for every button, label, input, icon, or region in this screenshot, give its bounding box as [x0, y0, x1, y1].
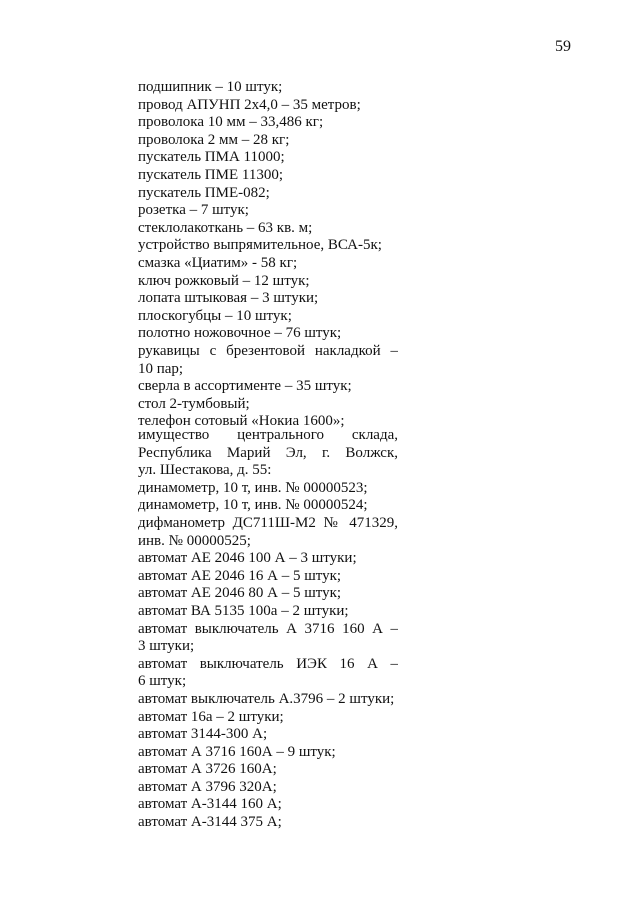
list-item: инв. № 00000525;: [138, 532, 251, 549]
section-heading: ул. Шестакова, д. 55:: [138, 462, 272, 479]
list-item: провод АПУНП 2х4,0 – 35 метров;: [138, 96, 361, 113]
list-item: дифманометр ДС711Ш-М2 № 471329,: [138, 514, 398, 531]
list-item: сверла в ассортименте – 35 штук;: [138, 378, 352, 395]
list-item: телефон сотовый «Нокиа 1600»;: [138, 413, 345, 430]
inventory-list-block: [138, 79, 398, 431]
list-item: лопата штыковая – 3 штуки;: [138, 290, 319, 307]
list-item: устройство выпрямительное, ВСА-5к;: [138, 237, 382, 254]
list-item: стеклолакоткань – 63 кв. м;: [138, 219, 313, 236]
list-item: пускатель ПМЕ 11300;: [138, 166, 283, 183]
list-item: подшипник – 10 штук;: [138, 79, 283, 95]
page-number: 59: [555, 38, 571, 55]
list-item: 3 штуки;: [138, 638, 195, 655]
list-item: пускатель ПМА 11000;: [138, 149, 285, 166]
list-item: автомат АЕ 2046 16 А – 5 штук;: [138, 567, 342, 584]
list-item: проволока 2 мм – 28 кг;: [138, 131, 290, 148]
list-item: автомат А 3796 320А;: [138, 778, 277, 795]
list-item: динамометр, 10 т, инв. № 00000524;: [138, 497, 368, 514]
list-item: смазка «Циатим» - 58 кг;: [138, 254, 298, 271]
list-item: автомат А 3726 160А;: [138, 761, 277, 778]
list-item: автомат А 3716 160А – 9 штук;: [138, 743, 336, 760]
list-item: автомат 3144-300 А;: [138, 726, 268, 743]
list-item: автомат выключатель А 3716 160 А –: [138, 620, 398, 637]
list-item: ключ рожковый – 12 штук;: [138, 272, 310, 289]
section-heading: имущество центрального склада,: [138, 427, 398, 443]
list-item: рукавицы с брезентовой накладкой –: [138, 342, 398, 359]
warehouse-inventory-block: [138, 427, 398, 832]
list-item: пускатель ПМЕ-082;: [138, 184, 270, 201]
list-item: автомат ВА 5135 100а – 2 штуки;: [138, 602, 349, 619]
list-item: 10 пар;: [138, 360, 184, 377]
list-item: автомат АЕ 2046 100 А – 3 штуки;: [138, 550, 357, 567]
list-item: проволока 10 мм – 33,486 кг;: [138, 114, 324, 131]
list-item: плоскогубцы – 10 штук;: [138, 307, 292, 324]
list-item: полотно ножовочное – 76 штук;: [138, 325, 342, 342]
list-item: автомат выключатель А.3796 – 2 штуки;: [138, 690, 395, 707]
list-item: 6 штук;: [138, 673, 187, 690]
list-item: стол 2-тумбовый;: [138, 395, 250, 412]
list-item: автомат АЕ 2046 80 А – 5 штук;: [138, 585, 342, 602]
list-item: автомат 16а – 2 штуки;: [138, 708, 284, 725]
list-item: динамометр, 10 т, инв. № 00000523;: [138, 479, 368, 496]
list-item: автомат А-3144 375 А;: [138, 814, 282, 831]
list-item: розетка – 7 штук;: [138, 202, 249, 219]
section-heading: Республика Марий Эл, г. Волжск,: [138, 444, 398, 461]
list-item: автомат выключатель ИЭК 16 А –: [138, 655, 398, 672]
list-item: автомат А-3144 160 А;: [138, 796, 282, 813]
